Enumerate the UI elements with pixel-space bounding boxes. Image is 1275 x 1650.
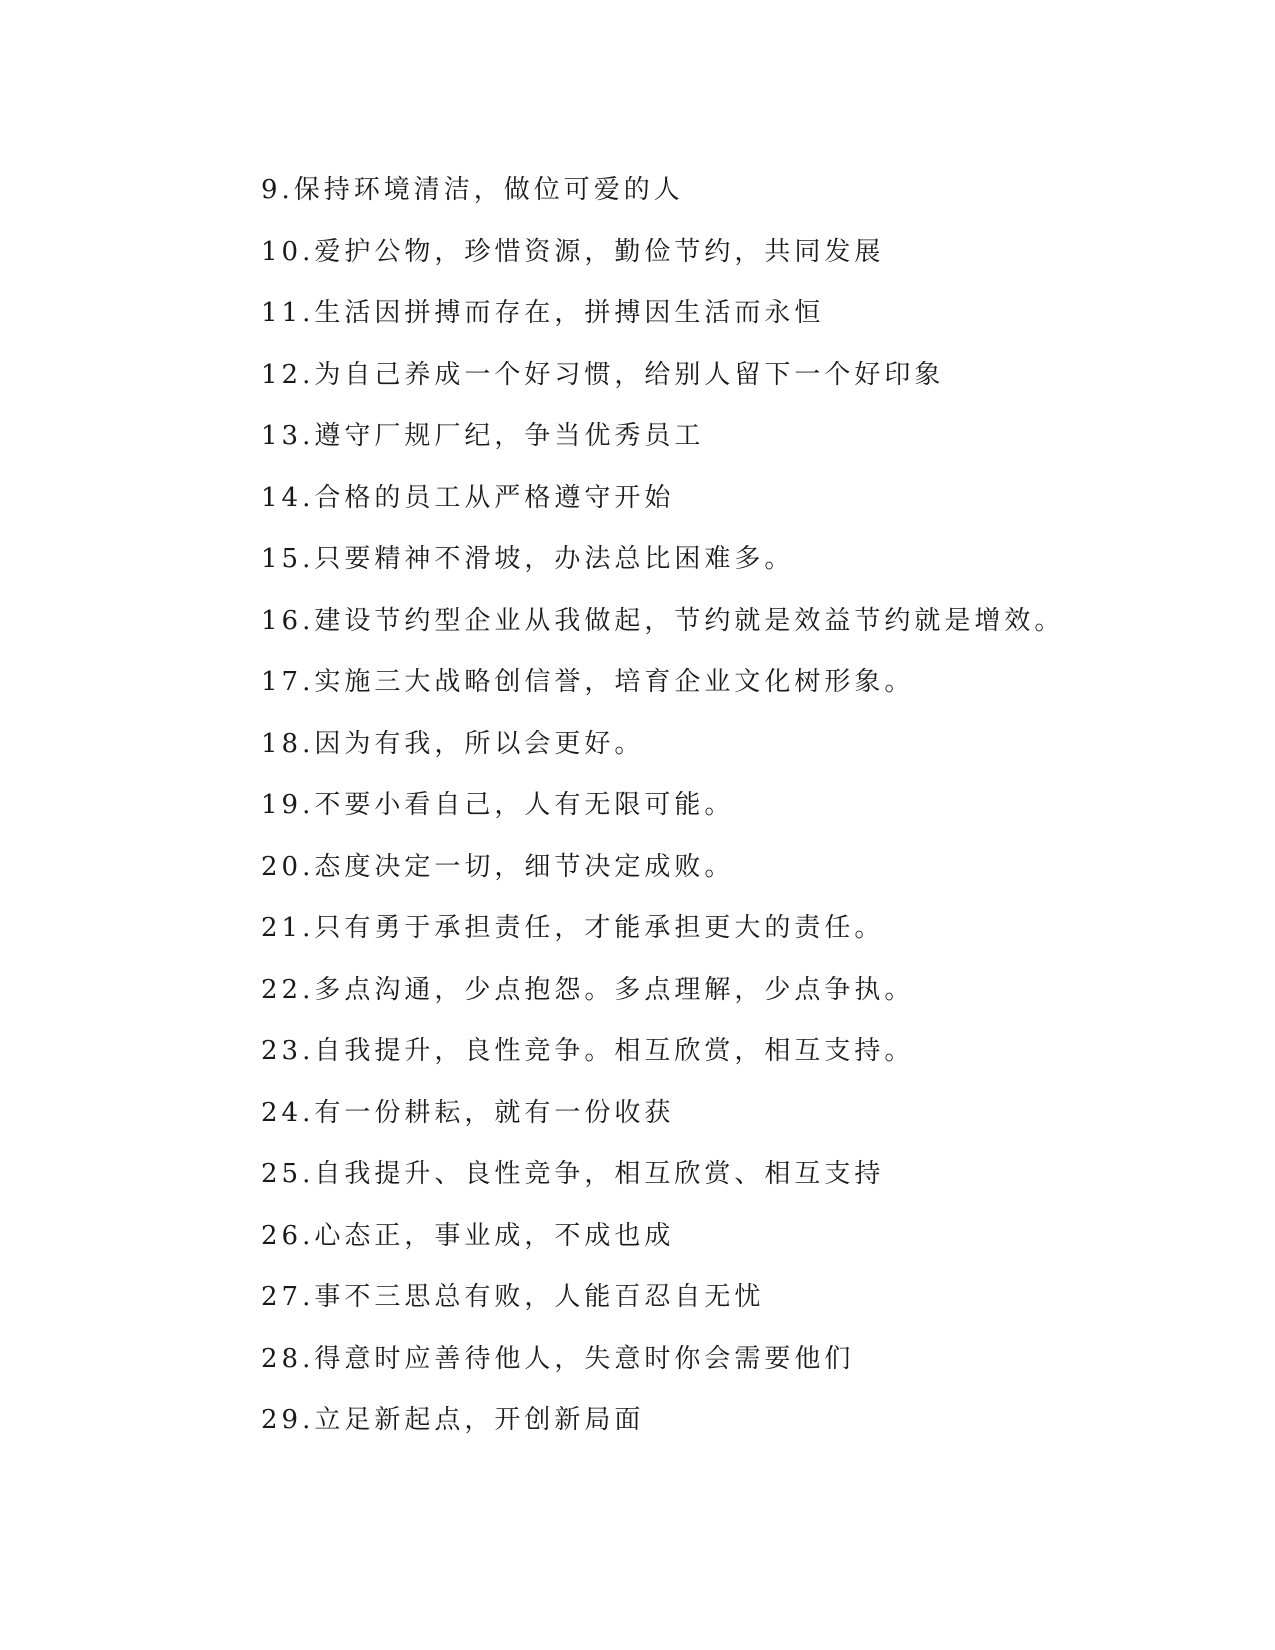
slogan-line: 13.遵守厂规厂纪，争当优秀员工 [261,421,705,451]
slogan-line: 23.自我提升，良性竞争。相互欣赏，相互支持。 [261,1036,915,1066]
slogan-line: 21.只有勇于承担责任，才能承担更大的责任。 [261,913,885,943]
slogan-line: 9.保持环境清洁，做位可爱的人 [261,175,684,205]
slogan-line: 22.多点沟通，少点抱怨。多点理解，少点争执。 [261,974,915,1005]
slogan-line: 17.实施三大战略创信誉，培育企业文化树形象。 [261,667,915,697]
slogan-line: 27.事不三思总有败，人能百忍自无忧 [261,1282,765,1312]
slogan-line: 26.心态正，事业成，不成也成 [261,1220,675,1251]
slogan-line: 10.爱护公物，珍惜资源，勤俭节约，共同发展 [261,236,885,267]
slogan-list [261,160,1241,1452]
slogan-line: 28.得意时应善待他人，失意时你会需要他们 [261,1343,855,1374]
slogan-line: 12.为自己养成一个好习惯，给别人留下一个好印象 [261,359,945,390]
slogan-line: 14.合格的员工从严格遵守开始 [261,482,675,513]
slogan-line: 24.有一份耕耘，就有一份收获 [261,1097,675,1128]
slogan-line: 18.因为有我，所以会更好。 [261,728,645,759]
slogan-line: 25.自我提升、良性竞争，相互欣赏、相互支持 [261,1159,885,1189]
slogan-line: 29.立足新起点，开创新局面 [261,1405,645,1435]
slogan-line: 11.生活因拼搏而存在，拼搏因生活而永恒 [261,298,825,328]
slogan-line: 19.不要小看自己，人有无限可能。 [261,790,735,820]
slogan-line: 15.只要精神不滑坡，办法总比困难多。 [261,544,795,574]
slogan-line: 16.建设节约型企业从我做起，节约就是效益节约就是增效。 [261,605,1065,636]
slogan-line: 20.态度决定一切，细节决定成败。 [261,851,735,882]
